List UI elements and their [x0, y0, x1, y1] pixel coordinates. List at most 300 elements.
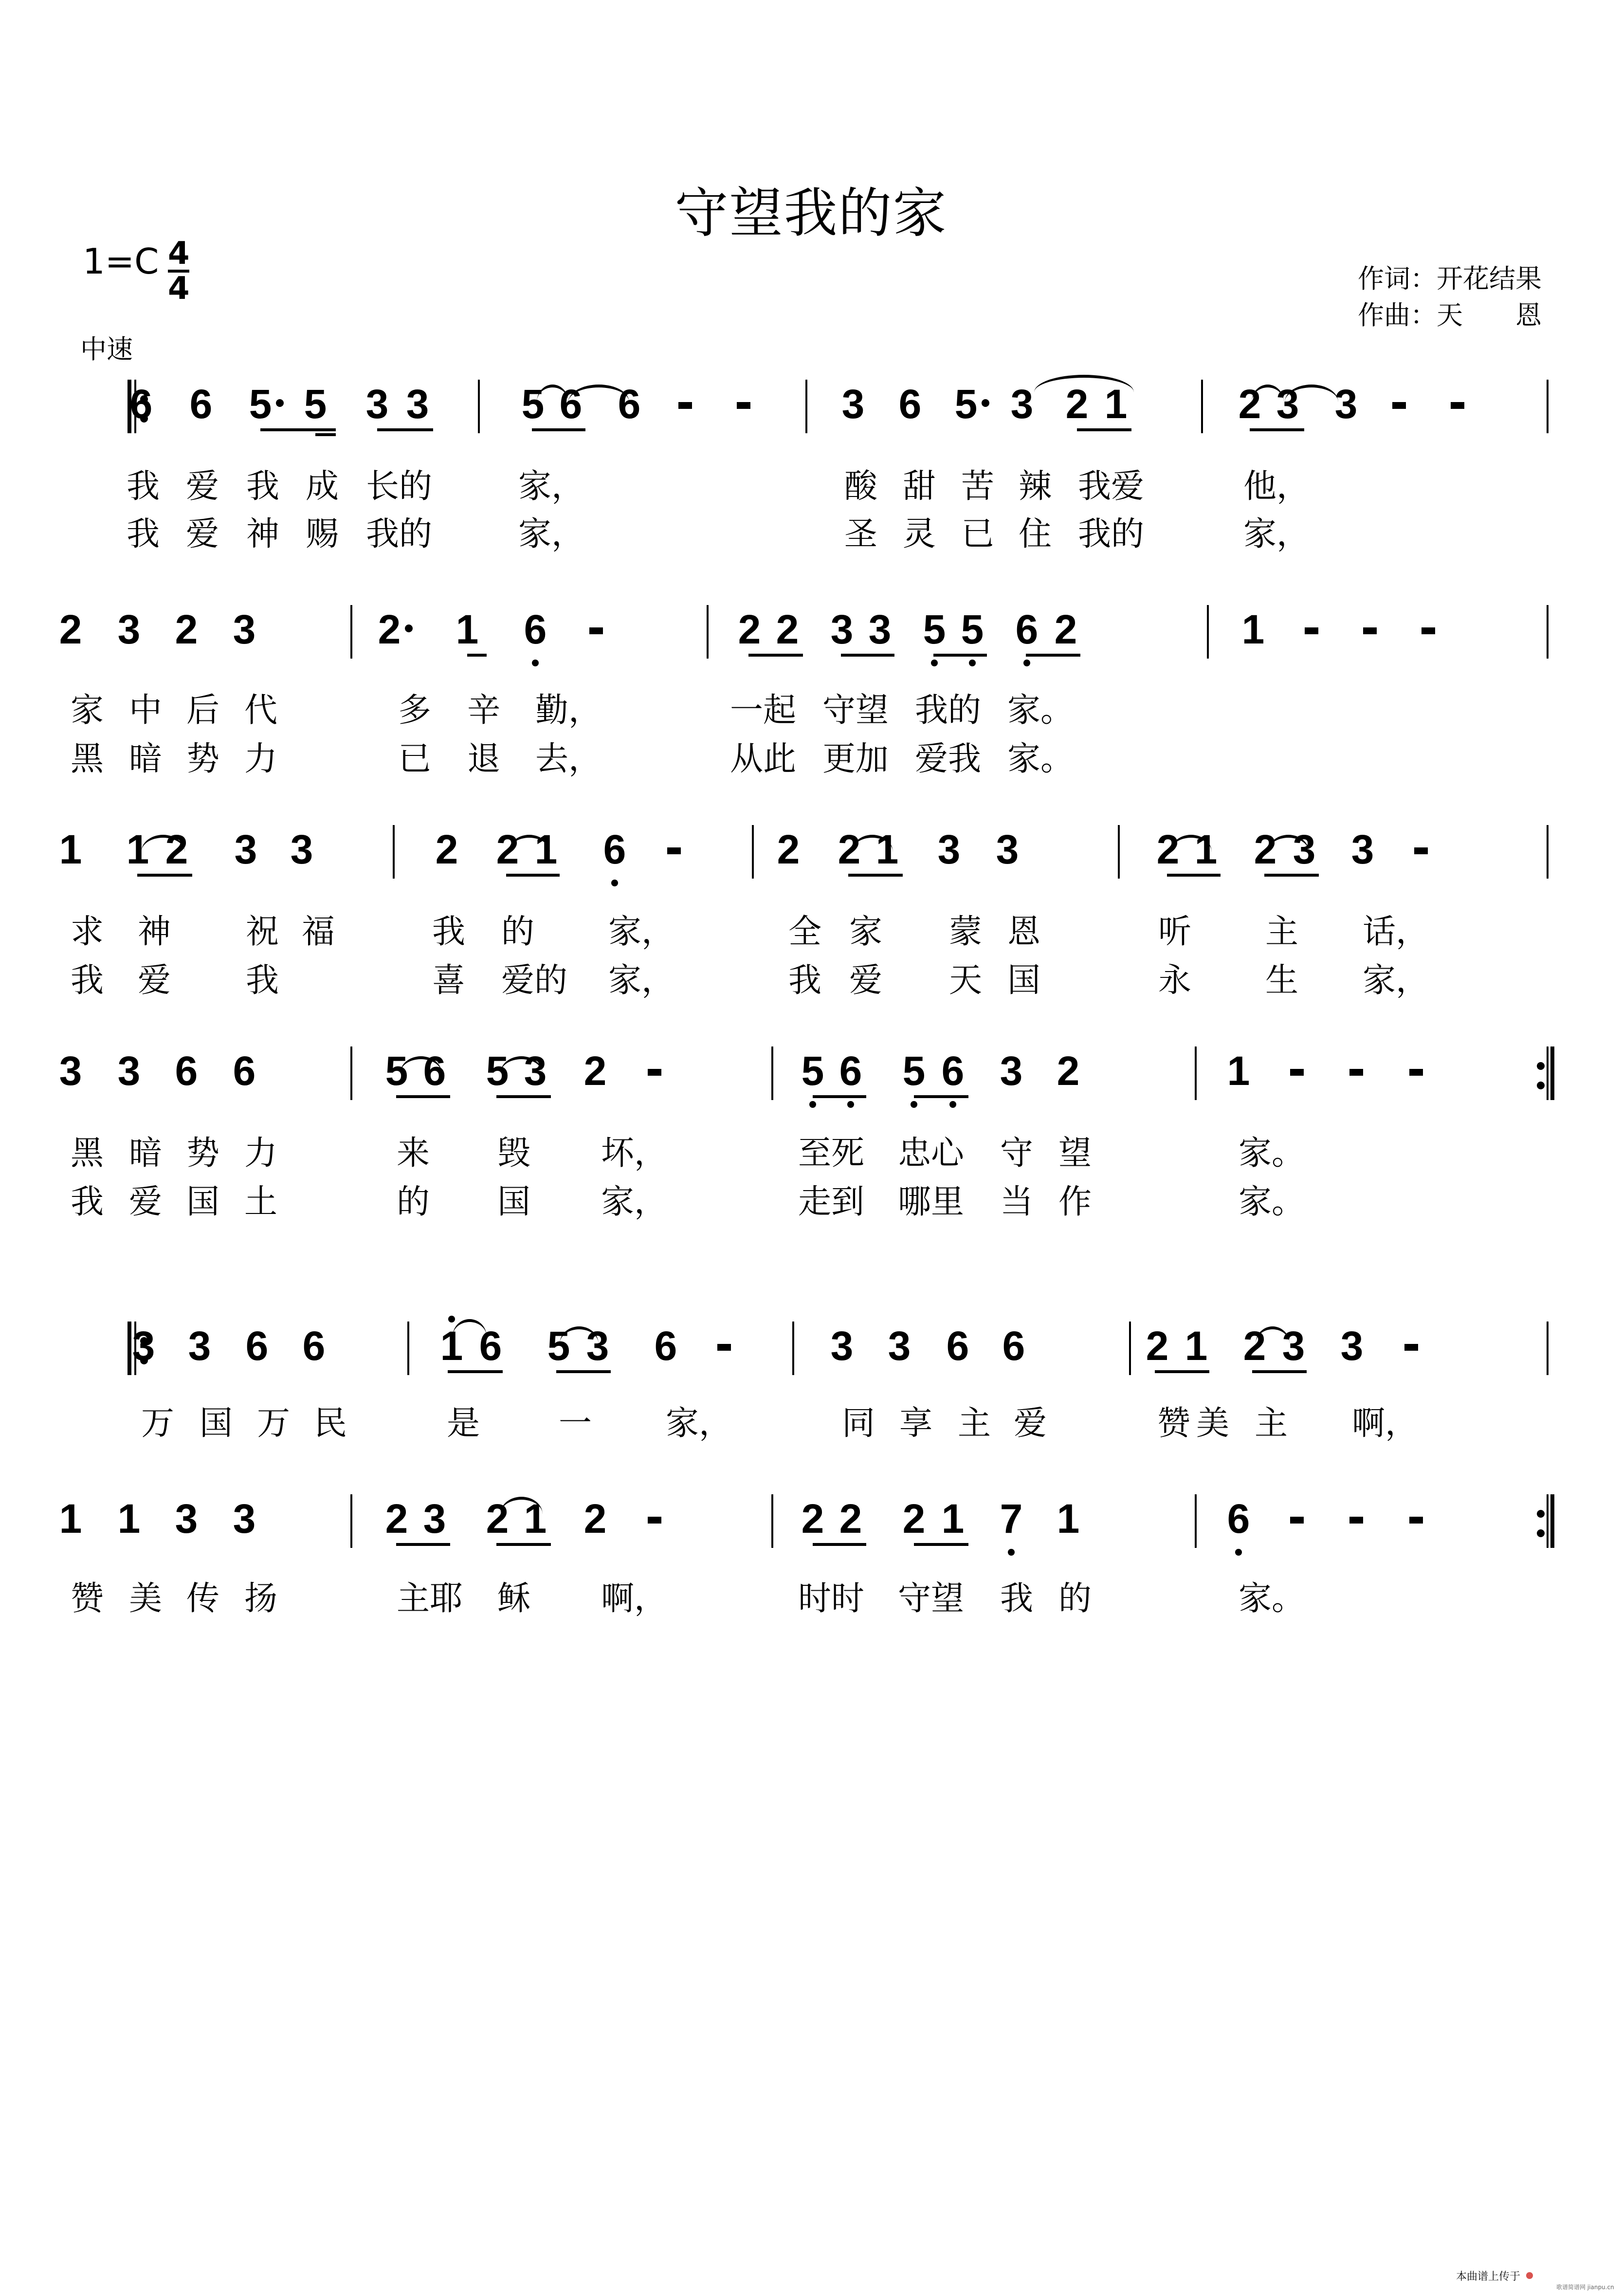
sustain-dash	[1305, 627, 1318, 634]
barline	[350, 1047, 352, 1100]
lyric-text: 代	[244, 691, 278, 730]
composer-credit: 作曲：天 恩	[1358, 300, 1542, 331]
time-top: 4	[168, 236, 190, 272]
lyric-text: 势	[186, 1134, 220, 1173]
lyric-text: 守	[1000, 1134, 1034, 1173]
beam-underline	[1026, 654, 1080, 657]
lyric-text: 同	[842, 1404, 875, 1443]
note-5: 5	[304, 381, 327, 427]
lyric-text: 的	[1058, 1580, 1092, 1618]
lyric-text: 我	[71, 961, 104, 1000]
beam-underline	[1155, 1370, 1209, 1373]
note-2: 2	[1238, 381, 1261, 427]
barline	[350, 605, 352, 659]
note-3: 3	[937, 827, 961, 872]
lyric-text: 土	[244, 1183, 278, 1221]
lyric-text: 我爱	[1078, 467, 1145, 506]
note-1: 1	[875, 827, 899, 872]
lyric-text: 主	[1265, 913, 1299, 951]
lyric-text: 传	[186, 1580, 220, 1618]
beam-underline	[260, 428, 336, 431]
note-3: 3	[132, 1323, 155, 1369]
note-2: 2	[1054, 606, 1077, 652]
note-3: 3	[290, 827, 313, 872]
beam-underline	[813, 1543, 866, 1546]
lyric-text: 当	[1000, 1183, 1034, 1221]
note-2: 2	[496, 827, 519, 872]
beam-underline	[532, 428, 585, 431]
note-1: 1	[1227, 1048, 1250, 1094]
lyric-text: 我	[432, 913, 466, 951]
lyric-text: 爱我	[915, 740, 982, 778]
note-2: 2	[902, 1496, 926, 1542]
note-3: 3	[868, 606, 892, 652]
note-2: 2	[378, 606, 401, 652]
lyric-text: 已	[398, 740, 432, 778]
note-3: 3	[117, 1048, 141, 1094]
note-3: 3	[1293, 827, 1316, 872]
sustain-dash	[1409, 1517, 1423, 1524]
sustain-dash	[1290, 1069, 1304, 1076]
lyric-text: 我的	[366, 515, 433, 553]
lyric-text: 势	[186, 740, 220, 778]
note-6: 6	[245, 1323, 269, 1369]
barline	[1547, 825, 1549, 879]
lyric-text: 更加	[822, 740, 889, 778]
watermark-site: 歌谱简谱网 jianpu.cn	[1556, 2284, 1614, 2291]
barline	[1547, 605, 1549, 659]
lyric-text: 家。	[1007, 691, 1074, 730]
lyric-text: 多	[398, 691, 432, 730]
note-1: 1	[1185, 1323, 1208, 1369]
note-6: 6	[618, 381, 641, 427]
note-3: 3	[59, 1048, 82, 1094]
lyric-text: 主	[1255, 1404, 1288, 1443]
note-1: 1	[59, 827, 82, 872]
note-3: 3	[586, 1323, 609, 1369]
beam-underline	[467, 654, 487, 657]
lyric-text: 稣	[497, 1580, 531, 1618]
lyric-text: 万	[257, 1404, 291, 1443]
note-5: 5	[961, 606, 984, 652]
lyric-text: 我	[127, 515, 160, 553]
sustain-dash	[1451, 402, 1464, 409]
note-2: 2	[801, 1496, 824, 1542]
lyric-text: 爱的	[501, 961, 568, 1000]
lyric-text: 他，	[1243, 467, 1310, 506]
repeat-end-thin	[1547, 1494, 1549, 1548]
lyric-text: 神	[138, 913, 171, 951]
lyric-text: 国	[497, 1183, 531, 1221]
note-6: 6	[898, 381, 922, 427]
lyric-text: 啊，	[1352, 1404, 1419, 1443]
note-1: 1	[456, 606, 479, 652]
note-1: 1	[126, 827, 149, 872]
lyric-text: 我	[127, 467, 160, 506]
lyric-text: 喜	[432, 961, 466, 1000]
beam-underline	[748, 654, 803, 657]
beam-underline	[496, 1095, 551, 1098]
sustain-dash	[1349, 1517, 1363, 1524]
lyric-text: 我	[246, 467, 280, 506]
lyric-text: 爱	[1014, 1404, 1047, 1443]
sustain-dash	[1414, 847, 1428, 854]
barline	[478, 380, 480, 433]
lyric-text: 作	[1058, 1183, 1092, 1221]
beam-underline	[1250, 428, 1304, 431]
sustain-dash	[1349, 1069, 1363, 1076]
note-6: 6	[654, 1323, 677, 1369]
lyric-text: 话，	[1363, 913, 1429, 951]
repeat-dot	[1537, 1529, 1545, 1537]
note-5: 5	[486, 1048, 509, 1094]
lyric-text: 力	[244, 1134, 278, 1173]
lyric-text: 圣	[844, 515, 878, 553]
sustain-dash	[1422, 627, 1435, 634]
lower-octave-dot	[847, 1101, 854, 1108]
barline	[792, 1322, 794, 1375]
note-2: 2	[175, 606, 198, 652]
lyric-text: 美	[129, 1580, 163, 1618]
repeat-dot	[1537, 1510, 1545, 1518]
lyric-text: 万	[141, 1404, 175, 1443]
beam-underline	[396, 1095, 450, 1098]
barline	[1129, 1322, 1131, 1375]
barline	[707, 605, 709, 659]
barline	[1195, 1047, 1197, 1100]
note-6: 6	[524, 606, 547, 652]
barline	[1207, 605, 1209, 659]
beam-underline	[315, 433, 336, 436]
lyric-text: 神	[246, 515, 280, 553]
note-2: 2	[486, 1496, 509, 1542]
note-2: 2	[776, 606, 799, 652]
note-6: 6	[1015, 606, 1039, 652]
lower-octave-dot	[931, 660, 938, 666]
lyric-text: 是	[447, 1404, 480, 1443]
lyric-text: 坏，	[601, 1134, 668, 1173]
sustain-dash	[1404, 1344, 1418, 1351]
watermark-text: 本曲谱上传于	[1456, 2271, 1521, 2283]
lyric-text: 退	[467, 740, 501, 778]
note-1: 1	[59, 1496, 82, 1542]
note-3: 3	[996, 827, 1019, 872]
note-6: 6	[839, 1048, 862, 1094]
note-5: 5	[801, 1048, 824, 1094]
lyric-text: 暗	[129, 740, 163, 778]
lyric-text: 永	[1158, 961, 1192, 1000]
beam-underline	[377, 428, 433, 431]
barline	[771, 1494, 773, 1548]
note-1: 1	[941, 1496, 965, 1542]
note-2: 2	[1243, 1323, 1266, 1369]
note-2: 2	[435, 827, 458, 872]
lyric-text: 爱	[138, 961, 171, 1000]
note-3: 3	[234, 827, 257, 872]
barline	[805, 380, 807, 433]
lyric-text: 中	[129, 691, 163, 730]
note-3: 3	[406, 381, 429, 427]
lyric-text: 灵	[903, 515, 936, 553]
lyric-text: 至死	[798, 1134, 865, 1173]
lyric-text: 力	[244, 740, 278, 778]
note-2: 2	[1146, 1323, 1169, 1369]
note-2: 2	[777, 827, 800, 872]
lyric-text: 哪里	[898, 1183, 965, 1221]
note-2: 2	[1057, 1048, 1080, 1094]
note-1: 1	[524, 1496, 547, 1542]
note-2: 2	[1254, 827, 1277, 872]
note-1: 1	[1057, 1496, 1080, 1542]
note-6: 6	[129, 381, 153, 427]
lyric-text: 的	[397, 1183, 430, 1221]
lyric-text: 辛	[467, 691, 501, 730]
beam-underline	[1252, 1370, 1307, 1373]
note-6: 6	[946, 1323, 969, 1369]
lower-octave-dot	[1235, 1549, 1242, 1556]
barline	[752, 825, 754, 879]
note-6: 6	[603, 827, 626, 872]
lyric-text: 一起	[730, 691, 797, 730]
lyric-text: 生	[1265, 961, 1299, 1000]
beam-underline	[137, 874, 192, 877]
lyric-text: 长的	[366, 467, 433, 506]
beam-underline	[841, 654, 894, 657]
beam-underline	[1167, 874, 1221, 877]
sustain-dash	[737, 402, 750, 409]
lyric-text: 从此	[730, 740, 797, 778]
upper-octave-dot	[448, 1316, 455, 1322]
lyric-text: 家	[71, 691, 104, 730]
lyric-text: 成	[306, 467, 339, 506]
note-5: 5	[923, 606, 946, 652]
lyric-text: 爱	[186, 467, 219, 506]
lyric-text: 主	[958, 1404, 991, 1443]
repeat-end-thin	[1547, 1047, 1549, 1100]
lyric-text: 时时	[798, 1580, 865, 1618]
lyric-text: 已	[961, 515, 995, 553]
note-3: 3	[365, 381, 389, 427]
barline	[771, 1047, 773, 1100]
note-3: 3	[888, 1323, 911, 1369]
lyric-text: 的	[501, 913, 535, 951]
lower-octave-dot	[611, 880, 618, 886]
beam-underline	[396, 1543, 450, 1546]
lyric-text: 爱	[129, 1183, 163, 1221]
note-6: 6	[1227, 1496, 1250, 1542]
note-3: 3	[423, 1496, 446, 1542]
lyric-text: 民	[314, 1404, 347, 1443]
note-3: 3	[841, 381, 865, 427]
lyric-text: 美	[1196, 1404, 1230, 1443]
note-6: 6	[423, 1048, 446, 1094]
lyric-text: 国	[1007, 961, 1041, 1000]
note-2: 2	[385, 1496, 408, 1542]
barline	[1195, 1494, 1197, 1548]
lyric-text: 主耶	[397, 1580, 463, 1618]
lyric-text: 家。	[1239, 1183, 1305, 1221]
lyric-text: 国	[200, 1404, 233, 1443]
sustain-dash	[1392, 402, 1406, 409]
sustain-dash	[589, 627, 603, 634]
beam-underline	[448, 1370, 503, 1373]
note-6: 6	[1002, 1323, 1025, 1369]
lyric-text: 我	[1000, 1580, 1034, 1618]
beam-underline	[506, 874, 560, 877]
note-3: 3	[175, 1496, 198, 1542]
note-7: 7	[1000, 1496, 1023, 1542]
note-6: 6	[941, 1048, 965, 1094]
note-2: 2	[1156, 827, 1180, 872]
note-3: 3	[1000, 1048, 1023, 1094]
note-1: 1	[1241, 606, 1265, 652]
note-5: 5	[249, 381, 272, 427]
lyric-text: 一	[559, 1404, 592, 1443]
note-3: 3	[188, 1323, 211, 1369]
beam-underline	[556, 1370, 611, 1373]
lyric-text: 家，	[1363, 961, 1429, 1000]
lower-octave-dot	[911, 1101, 917, 1108]
note-1: 1	[1194, 827, 1218, 872]
lyric-text: 家。	[1239, 1580, 1305, 1618]
lyric-text: 家，	[666, 1404, 732, 1443]
note-1: 1	[534, 827, 558, 872]
sustain-dash	[678, 402, 692, 409]
augmentation-dot	[405, 625, 413, 632]
tempo-marking: 中速	[80, 334, 133, 365]
beam-underline	[496, 1543, 551, 1546]
lyric-text: 家，	[1243, 515, 1310, 553]
beam-underline	[914, 1095, 968, 1098]
note-3: 3	[1276, 381, 1299, 427]
barline	[1547, 1322, 1549, 1375]
lyric-text: 我	[788, 961, 822, 1000]
note-6: 6	[175, 1048, 198, 1094]
lyric-text: 赞	[1157, 1404, 1191, 1443]
note-3: 3	[830, 1323, 854, 1369]
note-2: 2	[839, 1496, 862, 1542]
sustain-dash	[1290, 1517, 1304, 1524]
note-6: 6	[302, 1323, 326, 1369]
lyric-text: 蒙	[949, 913, 983, 951]
lower-octave-dot	[1008, 1549, 1015, 1556]
lower-octave-dot	[809, 1101, 816, 1108]
sustain-dash	[1409, 1069, 1423, 1076]
note-3: 3	[1340, 1323, 1364, 1369]
lyric-text: 家，	[608, 913, 675, 951]
barline	[1118, 825, 1120, 879]
note-6: 6	[479, 1323, 502, 1369]
score-title: 守望我的家	[674, 182, 948, 244]
lyric-text: 毁	[497, 1134, 531, 1173]
slur-arc	[1034, 375, 1134, 392]
lyric-text: 守望	[898, 1580, 965, 1618]
time-signature	[168, 236, 190, 307]
lyric-text: 福	[302, 913, 335, 951]
lyric-text: 去，	[535, 740, 602, 778]
lyric-text: 望	[1058, 1134, 1092, 1173]
lyric-text: 守望	[822, 691, 889, 730]
lyric-text: 家。	[1007, 740, 1074, 778]
beam-underline	[1264, 874, 1319, 877]
lyric-text: 赐	[306, 515, 339, 553]
lyric-text: 家，	[518, 467, 585, 506]
sustain-dash	[667, 847, 681, 854]
sustain-dash	[717, 1344, 731, 1351]
sustain-dash	[648, 1517, 661, 1524]
note-2: 2	[583, 1496, 607, 1542]
lyric-text: 爱	[849, 961, 883, 1000]
note-2: 2	[583, 1048, 607, 1094]
note-3: 3	[1351, 827, 1374, 872]
augmentation-dot	[982, 399, 989, 407]
barline	[1547, 380, 1549, 433]
lyric-text: 辣	[1019, 467, 1052, 506]
beam-underline	[1077, 428, 1131, 431]
note-3: 3	[524, 1048, 547, 1094]
time-bottom: 4	[168, 271, 190, 307]
lyric-text: 我的	[1078, 515, 1145, 553]
lyric-text: 我	[71, 1183, 104, 1221]
repeat-end-bar	[1550, 1047, 1554, 1100]
lyric-text: 听	[1158, 913, 1192, 951]
lyric-text: 苦	[961, 467, 995, 506]
lyric-text: 勤，	[535, 691, 602, 730]
barline	[1201, 380, 1203, 433]
note-1: 1	[440, 1323, 463, 1369]
lyric-text: 家。	[1239, 1134, 1305, 1173]
lyric-text: 住	[1019, 515, 1052, 553]
beam-underline	[848, 874, 903, 877]
lyric-text: 家，	[608, 961, 675, 1000]
lyric-text: 走到	[798, 1183, 865, 1221]
note-1: 1	[1104, 381, 1128, 427]
barline	[393, 825, 395, 879]
note-1: 1	[117, 1496, 141, 1542]
note-2: 2	[165, 827, 188, 872]
lyric-text: 家	[849, 913, 883, 951]
lyric-text: 黑	[71, 1134, 104, 1173]
lower-octave-dot	[532, 660, 539, 666]
note-2: 2	[59, 606, 82, 652]
lyric-text: 黑	[71, 740, 104, 778]
lyric-text: 来	[397, 1134, 430, 1173]
lyric-text: 求	[71, 913, 104, 951]
site-logo-icon	[1526, 2272, 1533, 2279]
repeat-dot	[1537, 1062, 1545, 1070]
note-5: 5	[385, 1048, 408, 1094]
lyric-text: 天	[949, 961, 983, 1000]
slur-arc	[453, 1319, 487, 1337]
lyric-text: 全	[788, 913, 822, 951]
barline	[350, 1494, 352, 1548]
lyric-text: 家，	[601, 1183, 668, 1221]
lyric-text: 我的	[915, 691, 982, 730]
lyricist-credit: 作词：开花结果	[1358, 263, 1542, 294]
barline	[407, 1322, 409, 1375]
beam-underline	[933, 654, 987, 657]
lyric-text: 家，	[518, 515, 585, 553]
lyric-text: 后	[186, 691, 220, 730]
lyric-text: 祝	[246, 913, 279, 951]
lower-octave-dot	[949, 1101, 956, 1108]
lyric-text: 扬	[244, 1580, 278, 1618]
note-5: 5	[547, 1323, 570, 1369]
lyric-text: 赞	[71, 1580, 104, 1618]
sustain-dash	[648, 1069, 661, 1076]
note-3: 3	[233, 1496, 256, 1542]
lyric-text: 啊，	[601, 1580, 668, 1618]
